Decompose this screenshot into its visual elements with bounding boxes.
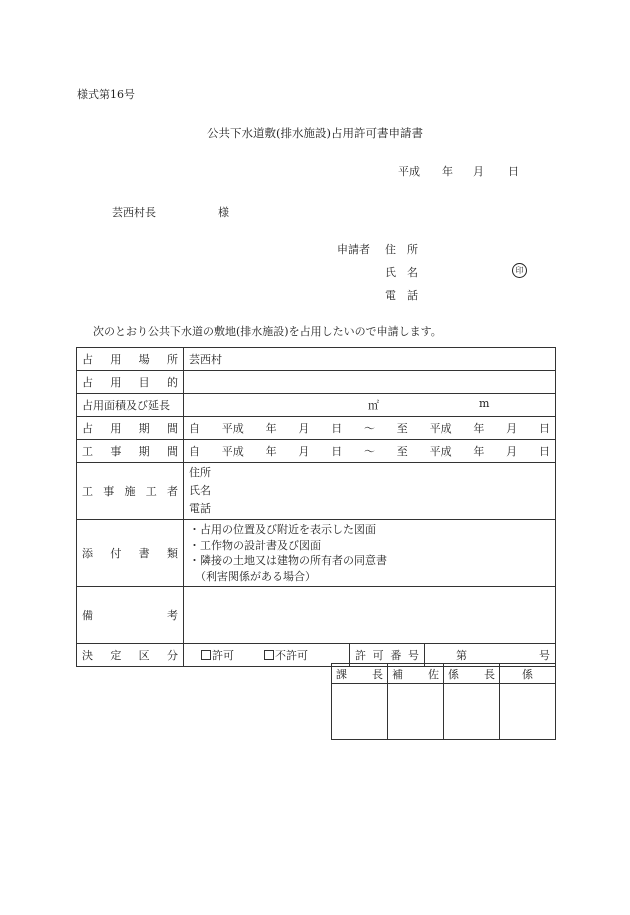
decision-options xyxy=(184,644,350,667)
label-permit-number: 許 可 番 号 xyxy=(350,644,425,667)
row-contractor xyxy=(77,463,556,520)
stamp-header-assistant: 補 佐 xyxy=(388,664,444,684)
remarks-value[interactable] xyxy=(184,587,556,644)
contractor-phone-label: 電話 xyxy=(189,502,211,515)
label-area: 占用面積及び延長 xyxy=(77,394,184,417)
contractor-address-label: 住所 xyxy=(189,466,211,479)
occupancy-period-value[interactable]: 自 平成 年 月 日 〜 至 平成 年 月 日 xyxy=(184,417,556,440)
date-era: 平成 xyxy=(398,165,420,178)
stamp-box[interactable] xyxy=(388,684,444,740)
contractor-name-label: 氏名 xyxy=(189,484,211,497)
date-month: 月 xyxy=(473,165,484,178)
label-construction-period: 工 事 期 間 xyxy=(77,440,184,463)
contractor-value[interactable] xyxy=(184,463,556,520)
stamp-box[interactable] xyxy=(332,684,388,740)
approval-stamp-table xyxy=(331,663,556,740)
permit-number-value[interactable]: 第 号 xyxy=(425,644,556,667)
label-purpose: 占 用 目 的 xyxy=(77,371,184,394)
permit-checkbox[interactable]: 許可 xyxy=(201,649,234,662)
label-location: 占 用 場 所 xyxy=(77,348,184,371)
row-occupancy-period xyxy=(77,417,556,440)
page-title: 公共下水道敷(排水施設)占用許可書申請書 xyxy=(207,126,423,140)
intro-text: 次のとおり公共下水道の敷地(排水施設)を占用したいので申請します。 xyxy=(93,325,442,338)
attachment-item: ・隣接の土地又は建物の所有者の同意書 xyxy=(189,554,387,567)
area-unit-m: m xyxy=(479,397,490,410)
applicant-address-label: 住 所 xyxy=(385,243,418,256)
attachments-list xyxy=(184,520,556,587)
addressee-name: 芸西村長 xyxy=(112,206,156,219)
location-value[interactable]: 芸西村 xyxy=(184,348,556,371)
applicant-name-label: 氏 名 xyxy=(385,266,418,279)
row-area xyxy=(77,394,556,417)
stamp-header-section-chief: 課 長 xyxy=(332,664,388,684)
label-decision: 決 定 区 分 xyxy=(77,644,184,667)
application-table xyxy=(76,347,556,667)
construction-period-value[interactable]: 自 平成 年 月 日 〜 至 平成 年 月 日 xyxy=(184,440,556,463)
row-construction-period xyxy=(77,440,556,463)
label-occupancy-period: 占 用 期 間 xyxy=(77,417,184,440)
addressee-honorific: 様 xyxy=(218,206,229,219)
attachment-item: ・占用の位置及び附近を表示した図面 xyxy=(189,523,376,536)
label-contractor: 工 事 施 工 者 xyxy=(77,463,184,520)
label-remarks: 備 考 xyxy=(77,587,184,644)
attachment-item: （利害関係がある場合） xyxy=(195,569,316,583)
applicant-phone-label: 電 話 xyxy=(385,289,418,302)
row-attachments xyxy=(77,520,556,587)
area-value[interactable] xyxy=(184,394,556,417)
date-year: 年 xyxy=(442,165,453,178)
stamp-box[interactable] xyxy=(444,684,500,740)
deny-checkbox[interactable]: 不許可 xyxy=(264,649,308,662)
stamp-box[interactable] xyxy=(500,684,556,740)
applicant-label: 申請者 xyxy=(337,243,370,256)
form-number: 様式第16号 xyxy=(77,88,135,101)
row-location xyxy=(77,348,556,371)
date-day: 日 xyxy=(508,165,519,178)
attachment-item: ・工作物の設計書及び図面 xyxy=(189,538,321,552)
stamp-header-staff: 係 xyxy=(500,664,556,684)
row-purpose xyxy=(77,371,556,394)
purpose-value[interactable] xyxy=(184,371,556,394)
stamp-header-unit-chief: 係 長 xyxy=(444,664,500,684)
row-remarks xyxy=(77,587,556,644)
seal-icon: 印 xyxy=(512,263,527,278)
date-line xyxy=(398,163,519,179)
label-attachments: 添 付 書 類 xyxy=(77,520,184,587)
area-unit-sqm: ㎡ xyxy=(368,399,379,412)
